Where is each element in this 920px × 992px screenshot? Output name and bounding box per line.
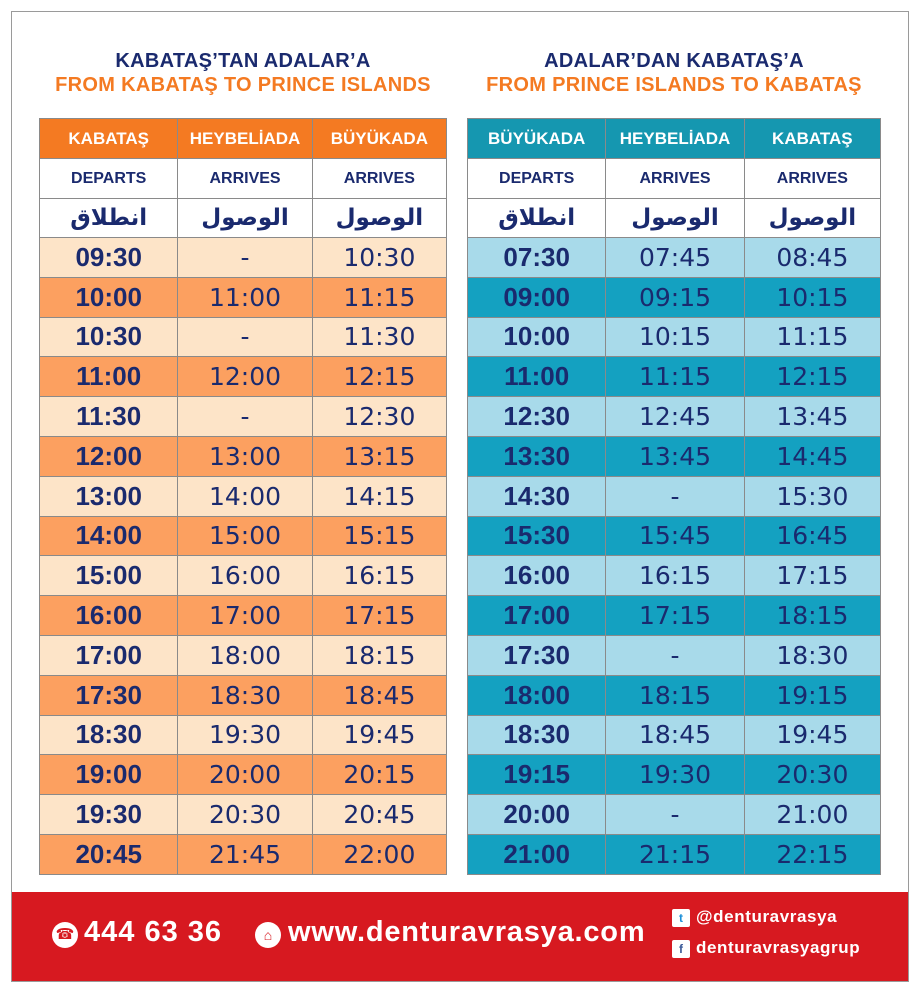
departure-time: 10:00 bbox=[40, 277, 178, 317]
departure-time: 17:30 bbox=[40, 675, 178, 715]
table-row bbox=[40, 834, 447, 874]
right-arabic-subheader bbox=[468, 199, 881, 238]
arrival-time: - bbox=[178, 397, 312, 437]
contact-footer bbox=[12, 892, 909, 982]
arrival-time: 18:45 bbox=[606, 715, 744, 755]
table-row bbox=[468, 277, 881, 317]
arrival-time: - bbox=[178, 238, 312, 278]
station-header-cell: HEYBELİADA bbox=[178, 119, 312, 159]
left-title-turkish: KABATAŞ’TAN ADALAR’A bbox=[115, 50, 371, 72]
right-timetable bbox=[467, 118, 881, 875]
arrival-time: 13:00 bbox=[178, 436, 312, 476]
table-row bbox=[40, 436, 447, 476]
arabic-subheader-cell: الوصول bbox=[178, 199, 312, 238]
arrival-time: 14:00 bbox=[178, 476, 312, 516]
departure-time: 12:30 bbox=[468, 397, 606, 437]
arrival-time: 11:30 bbox=[312, 317, 446, 357]
arrival-time: 10:15 bbox=[606, 317, 744, 357]
arrival-time: 13:45 bbox=[744, 397, 880, 437]
departure-time: 19:00 bbox=[40, 755, 178, 795]
departure-time: 11:00 bbox=[40, 357, 178, 397]
departure-time: 11:00 bbox=[468, 357, 606, 397]
table-row bbox=[468, 436, 881, 476]
arrival-time: 18:15 bbox=[606, 675, 744, 715]
arrival-time: 12:45 bbox=[606, 397, 744, 437]
arrival-time: 20:30 bbox=[178, 795, 312, 835]
departure-time: 13:00 bbox=[40, 476, 178, 516]
arrival-time: 20:15 bbox=[312, 755, 446, 795]
arrival-time: 15:45 bbox=[606, 516, 744, 556]
arrival-time: 18:45 bbox=[312, 675, 446, 715]
table-row bbox=[468, 357, 881, 397]
table-row bbox=[40, 317, 447, 357]
table-row bbox=[468, 317, 881, 357]
arrival-time: 09:15 bbox=[606, 277, 744, 317]
arrival-time: 10:30 bbox=[312, 238, 446, 278]
departure-time: 15:30 bbox=[468, 516, 606, 556]
departure-time: 19:15 bbox=[468, 755, 606, 795]
left-arabic-subheader bbox=[40, 199, 447, 238]
arrival-time: 18:00 bbox=[178, 635, 312, 675]
left-timetable-body bbox=[40, 119, 447, 875]
arrival-time: 08:45 bbox=[744, 238, 880, 278]
departure-time: 16:00 bbox=[40, 596, 178, 636]
phone-icon: ☎ bbox=[52, 922, 78, 948]
arrival-time: 19:45 bbox=[312, 715, 446, 755]
arrival-time: 17:15 bbox=[606, 596, 744, 636]
arrival-time: 12:15 bbox=[312, 357, 446, 397]
departure-time: 10:00 bbox=[468, 317, 606, 357]
departure-time: 12:00 bbox=[40, 436, 178, 476]
arrival-time: 16:00 bbox=[178, 556, 312, 596]
table-row bbox=[40, 516, 447, 556]
table-row bbox=[468, 715, 881, 755]
arrival-time: 11:15 bbox=[744, 317, 880, 357]
facebook-handle[interactable]: denturavrasyagrup bbox=[696, 938, 861, 957]
arrival-time: 20:00 bbox=[178, 755, 312, 795]
arrival-time: 19:15 bbox=[744, 675, 880, 715]
subheader-cell: DEPARTS bbox=[468, 159, 606, 199]
arrival-time: 16:45 bbox=[744, 516, 880, 556]
arrival-time: 17:15 bbox=[744, 556, 880, 596]
left-english-subheader bbox=[40, 159, 447, 199]
arrival-time: 15:00 bbox=[178, 516, 312, 556]
departure-time: 17:30 bbox=[468, 635, 606, 675]
right-station-header bbox=[468, 119, 881, 159]
table-row bbox=[468, 516, 881, 556]
arrival-time: - bbox=[178, 317, 312, 357]
left-title-english: FROM KABATAŞ TO PRINCE ISLANDS bbox=[55, 74, 431, 96]
arrival-time: 21:15 bbox=[606, 834, 744, 874]
home-icon: ⌂ bbox=[255, 922, 281, 948]
subheader-cell: ARRIVES bbox=[312, 159, 446, 199]
arrival-time: 17:15 bbox=[312, 596, 446, 636]
subheader-cell: DEPARTS bbox=[40, 159, 178, 199]
website-link[interactable]: www.denturavrasya.com bbox=[288, 916, 646, 948]
timetable-poster bbox=[11, 11, 909, 982]
departure-time: 13:30 bbox=[468, 436, 606, 476]
arrival-time: 13:15 bbox=[312, 436, 446, 476]
arrival-time: 21:45 bbox=[178, 834, 312, 874]
table-row bbox=[40, 357, 447, 397]
table-row bbox=[40, 675, 447, 715]
arrival-time: 15:15 bbox=[312, 516, 446, 556]
arrival-time: 22:00 bbox=[312, 834, 446, 874]
table-row bbox=[40, 755, 447, 795]
arrival-time: 11:15 bbox=[606, 357, 744, 397]
right-timetable-body bbox=[468, 119, 881, 875]
arabic-subheader-cell: الوصول bbox=[606, 199, 744, 238]
table-row bbox=[468, 556, 881, 596]
facebook-icon: f bbox=[672, 940, 690, 958]
table-row bbox=[40, 397, 447, 437]
arabic-subheader-cell: الوصول bbox=[744, 199, 880, 238]
table-row bbox=[40, 556, 447, 596]
departure-time: 18:30 bbox=[40, 715, 178, 755]
subheader-cell: ARRIVES bbox=[744, 159, 880, 199]
arrival-time: 18:15 bbox=[312, 635, 446, 675]
departure-time: 21:00 bbox=[468, 834, 606, 874]
departure-time: 17:00 bbox=[40, 635, 178, 675]
station-header-cell: KABATAŞ bbox=[40, 119, 178, 159]
table-row bbox=[468, 755, 881, 795]
departure-time: 15:00 bbox=[40, 556, 178, 596]
table-row bbox=[40, 238, 447, 278]
departure-time: 14:30 bbox=[468, 476, 606, 516]
table-row bbox=[40, 715, 447, 755]
departure-time: 14:00 bbox=[40, 516, 178, 556]
right-title-english: FROM PRINCE ISLANDS TO KABATAŞ bbox=[486, 74, 862, 96]
arrival-time: 19:30 bbox=[178, 715, 312, 755]
departure-time: 10:30 bbox=[40, 317, 178, 357]
arabic-subheader-cell: انطلاق bbox=[40, 199, 178, 238]
arrival-time: 10:15 bbox=[744, 277, 880, 317]
arrival-time: 12:00 bbox=[178, 357, 312, 397]
left-station-header bbox=[40, 119, 447, 159]
arrival-time: - bbox=[606, 795, 744, 835]
arrival-time: 18:30 bbox=[744, 635, 880, 675]
departure-time: 09:30 bbox=[40, 238, 178, 278]
table-row bbox=[40, 795, 447, 835]
departure-time: 07:30 bbox=[468, 238, 606, 278]
arrival-time: 15:30 bbox=[744, 476, 880, 516]
station-header-cell: BÜYÜKADA bbox=[312, 119, 446, 159]
arrival-time: 16:15 bbox=[606, 556, 744, 596]
arrival-time: 22:15 bbox=[744, 834, 880, 874]
right-title-turkish: ADALAR’DAN KABATAŞ’A bbox=[544, 50, 804, 72]
arrival-time: 19:45 bbox=[744, 715, 880, 755]
station-header-cell: HEYBELİADA bbox=[606, 119, 744, 159]
arrival-time: 13:45 bbox=[606, 436, 744, 476]
arrival-time: 19:30 bbox=[606, 755, 744, 795]
table-row bbox=[468, 397, 881, 437]
arrival-time: 17:00 bbox=[178, 596, 312, 636]
arrival-time: 11:15 bbox=[312, 277, 446, 317]
arrival-time: 12:15 bbox=[744, 357, 880, 397]
arrival-time: 20:30 bbox=[744, 755, 880, 795]
table-row bbox=[40, 596, 447, 636]
table-row bbox=[468, 635, 881, 675]
table-row bbox=[468, 675, 881, 715]
departure-time: 20:45 bbox=[40, 834, 178, 874]
departure-time: 20:00 bbox=[468, 795, 606, 835]
departure-time: 17:00 bbox=[468, 596, 606, 636]
table-row bbox=[40, 476, 447, 516]
arabic-subheader-cell: انطلاق bbox=[468, 199, 606, 238]
right-english-subheader bbox=[468, 159, 881, 199]
table-row bbox=[468, 596, 881, 636]
phone-number: 444 63 36 bbox=[84, 916, 223, 948]
arrival-time: - bbox=[606, 635, 744, 675]
table-row bbox=[468, 238, 881, 278]
table-row bbox=[468, 795, 881, 835]
arrival-time: 21:00 bbox=[744, 795, 880, 835]
arrival-time: 12:30 bbox=[312, 397, 446, 437]
table-row bbox=[40, 277, 447, 317]
left-timetable bbox=[39, 118, 447, 875]
table-row bbox=[468, 834, 881, 874]
arrival-time: 18:30 bbox=[178, 675, 312, 715]
departure-time: 11:30 bbox=[40, 397, 178, 437]
arrival-time: 14:45 bbox=[744, 436, 880, 476]
departure-time: 09:00 bbox=[468, 277, 606, 317]
twitter-icon: t bbox=[672, 909, 690, 927]
arrival-time: 18:15 bbox=[744, 596, 880, 636]
arrival-time: 14:15 bbox=[312, 476, 446, 516]
arabic-subheader-cell: الوصول bbox=[312, 199, 446, 238]
station-header-cell: KABATAŞ bbox=[744, 119, 880, 159]
arrival-time: 07:45 bbox=[606, 238, 744, 278]
station-header-cell: BÜYÜKADA bbox=[468, 119, 606, 159]
departure-time: 16:00 bbox=[468, 556, 606, 596]
arrival-time: 16:15 bbox=[312, 556, 446, 596]
table-row bbox=[468, 476, 881, 516]
twitter-handle[interactable]: @denturavrasya bbox=[696, 907, 838, 926]
departure-time: 18:30 bbox=[468, 715, 606, 755]
table-row bbox=[40, 635, 447, 675]
arrival-time: 20:45 bbox=[312, 795, 446, 835]
departure-time: 19:30 bbox=[40, 795, 178, 835]
arrival-time: - bbox=[606, 476, 744, 516]
departure-time: 18:00 bbox=[468, 675, 606, 715]
arrival-time: 11:00 bbox=[178, 277, 312, 317]
subheader-cell: ARRIVES bbox=[178, 159, 312, 199]
subheader-cell: ARRIVES bbox=[606, 159, 744, 199]
